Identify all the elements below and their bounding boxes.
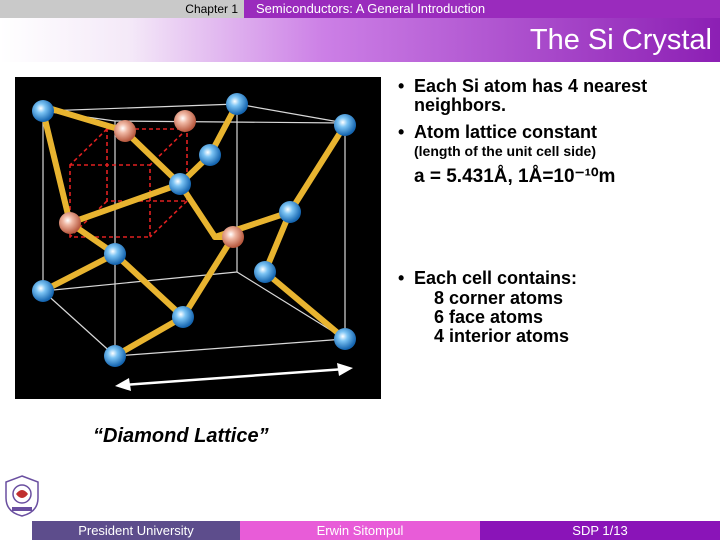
diamond-lattice-figure [15, 77, 381, 399]
lattice-formula: a = 5.431Å, 1Å=10⁻¹⁰m [414, 166, 616, 187]
bullet-3 [398, 268, 578, 288]
bullet-2-text: Atom lattice constant [414, 122, 598, 142]
figure-label-a: a [238, 378, 249, 399]
bullet-2-note: (length of the unit cell side) [414, 143, 596, 159]
slide-title: The Si Crystal [529, 24, 712, 56]
cell-contents-list [434, 289, 569, 346]
bullet-3-text: Each cell contains: [414, 268, 578, 288]
footer-author: Erwin Sitompul [240, 521, 480, 540]
footer-page-number: SDP 1/13 [480, 521, 720, 540]
cell-contents-item: 4 interior atoms [434, 326, 570, 346]
footer-university: President University [32, 521, 240, 540]
unit-cell-outline [43, 104, 345, 356]
university-logo [2, 474, 42, 518]
bullet-1-line2: neighbors. [414, 95, 507, 115]
figure-caption: “Diamond Lattice” [93, 425, 269, 447]
cell-contents-item: 8 corner atoms [434, 288, 564, 308]
footer [0, 521, 720, 540]
bullet-2 [398, 122, 598, 142]
chapter-subtitle: Semiconductors: A General Introduction [256, 1, 486, 16]
bullet-1 [398, 76, 648, 115]
bonds [43, 104, 345, 356]
cell-contents-item: 6 face atoms [434, 307, 544, 327]
university-logo-icon [2, 474, 42, 518]
bullet-dot: • [398, 122, 405, 142]
lattice-drawing [15, 77, 381, 399]
lattice-constant-arrow [115, 363, 353, 391]
bullet-1-line1: Each Si atom has 4 nearest [414, 76, 648, 96]
chapter-label: Chapter 1 [0, 0, 244, 18]
bullet-dot: • [398, 76, 405, 96]
bullet-dot: • [398, 268, 405, 288]
